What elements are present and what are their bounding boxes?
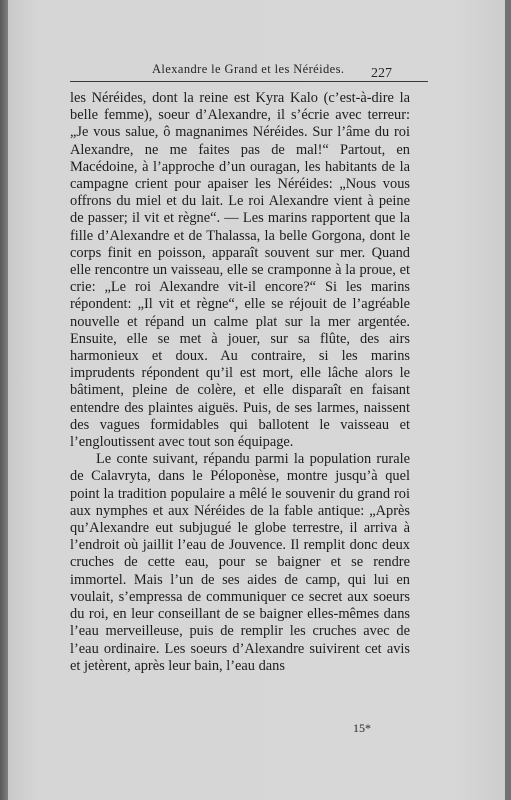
- paragraph: les Néréides, dont la reine est Kyra Kalo (c’est-à-dire la belle femme), soeur d’Alexandre, il s’écrie avec terreur: „Je vous salue, ô magnanimes Néréides. Sur l’âme du roi Alexandre, ne me faites pas de mal!“ Partout, en Macédoine, à l’approche d’un ouragan, les habitants de la campagne crient pour apaiser les Néréides: „Nous vous offrons du miel et du lait. Le roi Alexandre vient à peine de passer; il vit et règne“. — Les marins rapportent que la fille d’Alexandre et de Thalassa, la belle Gorgona, dont le corps finit en poisson, apparaît souvent sur mer. Quand elle rencontre un vaisseau, elle se cramponne à la proue, et crie: „Le roi Alexandre vit-il encore?“ Si les marins répondent: „Il vit et règne“, elle se réjouit de l’agréable nouvelle et répand un calme plat sur la mer argentée. Ensuite, elle se met à jouer, sur sa flûte, des airs harmonieux et doux. Au contraire, si les marins imprudents répondent qu’il est mort, elle lâche alors le bâtiment, pleine de colère, et elle disparaît en faisant entendre des plaintes aiguës. Puis, de ses larmes, naissent des vagues formidables qui ballotent le vaisseau et l’engloutissent avec tout son équipage.: [70, 90, 410, 451]
- signature-mark: 15*: [353, 721, 371, 735]
- body-text: [70, 90, 410, 675]
- page-number: 227: [371, 66, 392, 81]
- paragraph: Le conte suivant, répandu parmi la population rurale de Calavryta, dans le Péloponèse, montre jusqu’à quel point la tradition populaire a mêlé le souvenir du grand roi aux nymphes et aux Néréides de la fable antique: „Après qu’Alexandre eut subjugué le globe terrestre, il arriva à l’endroit où jaillit l’eau de Jouvence. Il remplit donc deux cruches de cette eau, pour se baigner et se rendre immortel. Mais l’un de ses aides de camp, qui lui en voulait, s’empressa de communiquer ce secret aux soeurs du roi, en leur conseillant de se baigner elles-mêmes dans l’eau merveilleuse, puis de remplir les cruches avec de l’eau ordinaire. Les soeurs d’Alexandre suivirent cet avis et jetèrent, après leur bain, l’eau dans: [70, 451, 410, 674]
- book-page: [8, 0, 505, 800]
- running-title: Alexandre le Grand et les Néréides.: [152, 62, 345, 76]
